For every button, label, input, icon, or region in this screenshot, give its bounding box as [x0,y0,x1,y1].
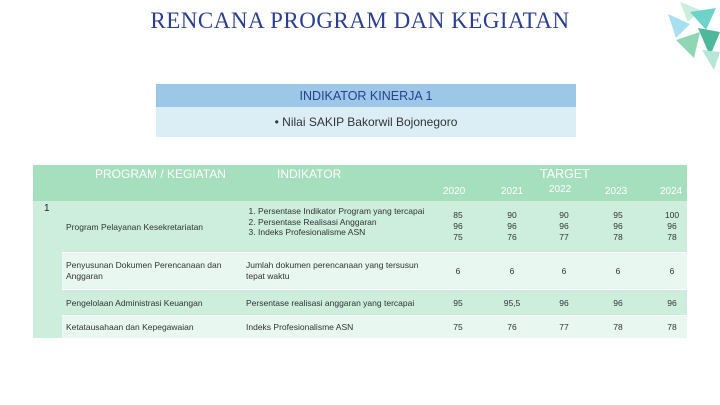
target-2022: 77 [559,322,569,332]
year-2022: 2022 [549,184,572,195]
indicator-item: 3. Indeks Profesionalisme ASN [258,227,436,238]
target-2020: 85 96 75 [453,210,463,243]
header-target: TARGET [540,167,590,181]
indicator-cell: Jumlah dokumen perencanaan yang tersusun tepat waktu [246,260,419,281]
header-indikator: INDIKATOR [277,167,342,181]
indicator-cell: Persentase realisasi anggaran yang tercapai [246,298,415,308]
target-2021: 90 96 76 [507,210,517,243]
target-2020: 75 [453,322,463,332]
target-2021: 95,5 [503,298,521,308]
table-header [33,165,687,201]
row-number-column [33,201,62,338]
target-2024: 96 [667,298,677,308]
indikator-kinerja-item: • Nilai SAKIP Bakorwil Bojonegoro [156,107,576,137]
target-2022: 90 96 77 [559,210,569,243]
target-2022: 6 [561,266,567,276]
target-2024: 6 [669,266,675,276]
indikator-kinerja-heading: INDIKATOR KINERJA 1 [156,84,576,107]
table-row [62,290,687,315]
target-2023: 78 [613,322,623,332]
indicator-cell [246,206,436,238]
target-2021: 6 [509,266,515,276]
table-row [62,316,687,338]
program-cell: Penyusunan Dokumen Perencanaan dan Anggaran [66,260,222,281]
target-2022: 96 [559,298,569,308]
program-cell: Ketatausahaan dan Kepegawaian [66,322,194,332]
year-2020: 2020 [443,186,466,197]
target-2020: 6 [455,266,461,276]
year-2023: 2023 [605,186,628,197]
year-2024: 2024 [660,186,683,197]
row-number: 1 [44,203,50,214]
indicator-item: 2. Persentase Realisasi Anggaran [258,217,436,228]
target-2023: 96 [613,298,623,308]
target-2023: 95 96 78 [613,210,623,243]
target-2024: 100 96 78 [664,210,680,243]
target-2020: 95 [453,298,463,308]
target-2021: 76 [507,322,517,332]
table-row [62,201,687,252]
leaf-logo-icon [640,0,720,70]
indicator-cell: Indeks Profesionalisme ASN [246,322,354,332]
table-row [62,253,687,289]
year-2021: 2021 [501,186,524,197]
program-cell: Pengelolaan Administrasi Keuangan [66,298,203,308]
target-2023: 6 [615,266,621,276]
program-cell: Program Pelayanan Kesekretariatan [66,222,204,232]
page-title: RENCANA PROGRAM DAN KEGIATAN [150,8,570,33]
indicator-item: 1. Persentase Indikator Program yang tercapai [258,206,436,217]
target-2024: 78 [667,322,677,332]
header-program: PROGRAM / KEGIATAN [95,167,226,181]
